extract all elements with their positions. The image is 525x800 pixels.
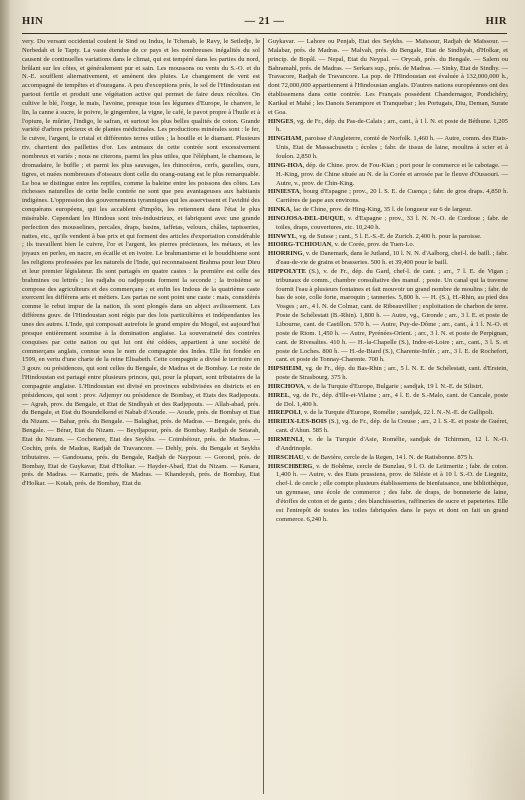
entry-text: , v. de la Turquie d'Europe, Romélie ; sandjak, 22 l. N.-N.-E. de Gallipoli. <box>300 409 494 417</box>
entry-text: , lac de Chine, prov. de Hing-King, 35 l. de longueur sur 6 de largeur. <box>290 206 472 214</box>
entry-text: (S.), vg. de Fr., dép. de la Creuse ; arr., 2 l. S.-E. et poste de Guéret, cant. d'Ahun. 585 h. <box>276 418 508 435</box>
entry-headword: HIREPOLI <box>268 409 301 417</box>
running-header <box>22 16 507 32</box>
entry-text: , v. de la Turquie d'Europe, Bulgarie ; sandjak, 19 l. N.-E. de Silistri. <box>303 382 484 390</box>
entry-text: , v. de Danemark, dans le Jutland, 10 l. N. N. d'Aalborg, chef-l. de baill. ; fabr. d'eau-de-vie de grains et brasseries. 500 h. et 39,400 pour le baill. <box>276 250 508 267</box>
left-column-text: very. Du versant occidental coulent le Sind ou Indus, le Tchenab, le Ravy, le Setledje, le Nerbedah et le Tapty. La vaste étendue de ce pays et les nombreuses inégalités du sol causent de continuelles variations dans le climat, qui est tempéré dans les parties du nord, brûlant sur les côtes, et généralement pur et sain. Les moussons ou vents du S.-O. et du N.-E. soufflent alternativement, et amènent des pluies. Le changement de vent est accompagné de tempêtes et d'ouragans. A peu d'exceptions près, le sol de l'Hindoustan est partout fertile et produit une végétation active qui permet de faire deux récoltes. On cultive le blé, l'orge, le maïs, l'avoine, presque tous les légumes d'Europe, le chanvre, le lin, la canne à sucre, le poivre, le gingembre, la vigne, le café, le pavot propre à l'huile et à l'opium, le mûrier, l'indigo, le safran, et surtout les plus belles qualités de coton. Grande variété d'arbres précieux et de plantes médicinales. Les productions minérales sont : le fer, le cuivre, l'argent, le cristal et différentes terres utiles ; la houille et le diamant. Plusieurs riv. charrient des paillettes d'or. Les animaux de cette contrée sont excessivement nombreux et variés ; nous ne citerons, parmi les plus utiles, que l'éléphant, le chameau, le dromadaire, le buffle ; et parmi les plus sauvages, les rhinocéros, cerfs, gazelles, ours, tigres, et nuées nombreuses d'oiseaux dont celle du orang-outang est le plus remarquable. Le boa se distingue entre les reptiles, comme la baleine entre les poissons des côtes. Les richesses naturelles de cette belle contrée ne sont que peu avantageuses aux habitants indigènes. L'oppression des gouvernements tyranniques qui les asservissent et l'avidité des conquérans européens, qui les accablent d'impôts, les retiennent dans l'état le plus misérable. Cependant les Hindous sont très-industrieux, et fabriquent avec une grande perfection des mousselines, percales, draps, basins, taffetas, velours, châles, tapisseries, nattes, etc., qu'ils vendent à bas prix et qui forment des articles d'exportation considérable ; ils travaillent bien le cuivre, l'or et l'argent, les pierres précieuses, les métaux, et les joyaux en perles, en nacre, en écaille et en ivoire. Le brahmanisme et le bouddhisme sont les religions professées par les naturels de l'Inde, qui reconnaissent Brahma pour leur Dieu et leur premier législateur. Ils sont partagés en quatre castes : la première est celle des brahmines ou lettrés ; les radjahs ou radjepouts forment la seconde ; la troisième se compose des agriculteurs et des commerçans ; et enfin les Indous de la quatrième caste exercent les différens arts et métiers. Les parias ne sont point une caste : mais, considérés comme le rebut impur de la nation, ils sont plongés dans un abject avilissement. Les différens gouv. de l'Hindoustan sont régis par des lois particulières et indépendantes les unes des autres. L'Inde, qui composait autrefois le grand empire du Mogol, est aujourd'hui presque entièrement soumise à la domination anglaise. La souveraineté des contrées conquises par cette nation ou qui lui ont été cédées, appartient à une société de commerçans anglais, connue sous le nom de compagnie des Indes. Elle fut fondée en 1599, en vertu d'une charte de la reine Elisabeth. Cette compagnie a divisé le territoire en 3 gouv. ou présidences, qui sont celles du Bengale, de Madras et de Bombay. Le reste de l'Hindoustan est partagé entre plusieurs princes, qui, pour la plupart, sont tributaires de la compagnie anglaise. L'Hindoustan est divisé en provinces subdivisées en districts et en présidences, qui sont : prov. Adjemyr ou présidence de Bombay, et Etats des Radjepouts. — Agrah, prov. du Bengale, et Etat de Sindhyah et des Radjepouts. — Allah-abad, prés. du Bengale, et Etat du Boundelkend et Nabab d'Aoude. — Aoude, prés. de Bombay et Etat du Nizam. — Bahar, prés. du Bengale. — Balaghat, prés. de Madras. — Bengale, prés. du Bengale. — Bérar, Etat du Nizam. — Beydjapour, prés. de Bombay. Radjah de Setarah, Etat du Nizam. — Cochenere, Etat des Seykhs. — Coimbétour, prés. de Madras. — Cochin, prés. de Madras, Radjah de Travancore. — Dehly, prés. du Bengale et Seykhs tributaires. — Gandouana, prés. du Bengale, Radjah de Naypour. — Gorond, prés. de Bombay, Etat de Guykavar, Etat d'Holkar. — Hayder-Abad, Etat du Nizam. — Kanara, prés. de Madras. — Karnatic, prés. de Madras. — Khandeysh, prés. de Bombay, Etat d'Holkar. — Kotah, prés. de Bombay, Etat du <box>22 38 260 488</box>
entry-headword: HINKA <box>268 206 291 214</box>
entry-headword: HIRIEIX-LES-BOIS <box>268 418 327 426</box>
page-stain <box>465 660 525 800</box>
entry-headword: HINIESTA <box>268 188 300 196</box>
entry-headword: HIRSCHBERG <box>268 462 313 470</box>
entry-text: , bourg d'Espagne ; prov., 20 l. S. E. de Cuença ; fabr. de gros draps. 4,850 h. Carrières de jaspe aux environs. <box>276 188 508 205</box>
gazetteer-entry <box>268 436 508 454</box>
column-divider <box>263 38 264 794</box>
page-gutter <box>0 0 10 800</box>
entry-headword: HIREL <box>268 391 290 399</box>
entry-text: , v. de Bavière, cercle de la Regen, 14 l. N. de Ratisbonne. 875 h. <box>303 453 474 461</box>
gazetteer-entry <box>268 365 508 383</box>
entry-headword: HIORRING <box>268 250 303 258</box>
entry-text: , vg. de Suisse ; cant., 5 l. E.-S.-E. de Zurich. 2,400 h. pour la paroisse. <box>296 232 482 240</box>
page-number: — 21 — <box>244 16 285 27</box>
entry-headword: HIPSHEIM <box>268 365 302 373</box>
entry-headword: HINOJOSA-DEL-DUQUE <box>268 214 344 222</box>
gazetteer-entry <box>268 135 508 162</box>
entry-text: , vg. de Fr., dép. du Pas-de-Calais ; arr., cant., à 1 l. N. et poste de Béthune. 1,205 h. <box>276 117 508 134</box>
gazetteer-entry <box>268 418 508 436</box>
entry-text: , v. de la Turquie d'Asie, Romélie, sandjak de Tchirmen, 12 l. N.-O. d'Andrinople. <box>276 435 508 452</box>
entry-headword: HIPPOLYTE <box>268 267 306 275</box>
entry-headword: HIRCHOVA <box>268 382 304 390</box>
entry-headword: HING-HOA <box>268 161 303 169</box>
header-left-guide-word: HIN <box>22 16 44 27</box>
gazetteer-entry <box>268 188 508 206</box>
gazetteer-entry <box>268 383 508 392</box>
gazetteer-entry <box>268 206 508 215</box>
left-column <box>22 38 260 794</box>
gazetteer-entry <box>268 392 508 410</box>
gazetteer-entry <box>268 250 508 268</box>
entry-headword: HIRMENLI <box>268 435 303 443</box>
header-right-guide-word: HIR <box>485 16 507 27</box>
entry-headword: HIRSCHAU <box>268 453 304 461</box>
entry-headword: HINGHAM <box>268 135 302 143</box>
entry-text: , dép. de Chine. prov. de Fou-Kian ; port pour le commerce et le cabotage. — H.-King, prov. de Chine située au N. de la Corée et arrosée par le fleuve d'Oussouri. — Autre, v., prov. de Chin-King. <box>276 161 508 187</box>
entry-headword: HINGES <box>268 117 294 125</box>
entry-text: , v. de Bohême, cercle de Bunzlau, 9 l. O. de Leitmeritz ; fabr. de coton. 1,400 h. — Autre, v. des Etats prussiens, prov. de Silésie et à 10 l. S.-O. de Liegnitz, chef-l. de cercle ; elle compte plusieurs établissemens de bienfaisance, une bibliothèque, un gymnase, une école de commerce ; des fabr. de draps, de bonneterie de laine, d'étoffes de coton et de gants ; des blanchisseries, raffineries de sucre et papeteries. Elle est l'entrepôt de toutes les toiles fabriquées dans le pays et dont on fait un grand commerce. 6,240 h. <box>276 462 508 523</box>
entry-headword: HIOIRG-TCHIOUAN <box>268 241 332 249</box>
gazetteer-entry <box>268 215 508 233</box>
gazetteer-entry <box>268 268 508 365</box>
gazetteer-entry <box>268 454 508 463</box>
entry-text: , vg. de Fr., dép. du Bas-Rhin ; arr., 5 l. N. E. de Schélestatt, cant. d'Erstein, poste de Strasbourg. 375 h. <box>276 365 508 382</box>
header-rule <box>22 33 507 34</box>
entry-headword: HINWYL <box>268 232 297 240</box>
entry-text: , v. de Corée, prov. de Tuen-Lo. <box>331 241 415 249</box>
entry-text: , v. d'Espagne ; prov., 33 l. N. N.-O. de Cordoue ; fabr. de toiles, draps, couvertures, etc. 10,240 h. <box>276 214 508 231</box>
right-column-intro: Guykavar. — Lahore ou Penjab, Etat des Seykhs. — Maïssour, Radjah de Maïssour. — Malabar, prés. de Madras. — Malvah, prés. du Bengale, Etat de Sindhyah, d'Holkar, et princip. de Bopâl. — Nepal, Etat du Neypal. — Orycah, prés. du Bengale. — Salem ou Bahramahl, prés. de Madras. — Serkars sup., prés. de Madras. — Sinky, Etat de Sindhy. — Travacore, Radjah de Travancore. La pop. de l'Hindoustan est évaluée à 132,000,000 h., dont 72,000,000 appartiennent à l'Hindoustan anglais. D'autres nations européennes ont des établissemens dans cette contrée. Les Français possèdent Chandernagor, Pondichéry, Karikal et Mahé ; les Danois Serampore et Tranquebar ; les Portugais, Diu, Deman, Surate et Goa. <box>268 38 508 116</box>
gazetteer-entry <box>268 233 508 242</box>
entry-text: (S.), v. de Fr., dép. du Gard, chef-l. de cant. ; arr., 7 l. E. de Vigan ; tribunaux de comm., chambre consultative des manuf. ; poste. Un canal qui la traverse fournit l'eau à plusieurs fontaines et fait mouvoir un grand nombre de moulins ; fabr. de bas de soie, colle forte, maroquin ; tanneries. 5,800 h. — H. (S.), H.-Rhin, au pied des Vosges ; arr., 4 l. N. de Colmar, cant. de Ribeauvillier ; exploitation de charbon de terre. Poste de Schélestatt (B.-Rhin). 1,800 h. — Autre, vg., Gironde ; arr., 3 l. E. et poste de Libourne, cant. de Castillon. 570 h. — Autre, Puy-de-Dôme ; arr., cant., à 1 l. N.-O. et poste de Riom. 1,450 h. — Autre, Pyrénées-Orient. ; arr., 3 l. N. et poste de Perpignan, cant. de Rivesaltes. 410 h. — H.-la-Chapelle (S.), Indre-et-Loire ; arr., cant., 3 l. S. et poste de Loches. 800 h. — H.-de-Biard (S.), Charente-Infér. ; arr., 3 l. E. de Rochefort, cant. et poste de Tonnay-Charente. 700 h. <box>276 267 508 364</box>
gazetteer-entries <box>268 118 508 525</box>
gazetteer-entry <box>268 409 508 418</box>
entry-text: , vg. de Fr., dép. d'Ille-et-Vilaine ; arr., 4 l. E. de S.-Malo, cant. de Cancale, poste de Dol. 1,400 h. <box>276 391 508 408</box>
gazetteer-entry <box>268 463 508 525</box>
gazetteer-entry <box>268 118 508 136</box>
gazetteer-entry <box>268 241 508 250</box>
gazetteer-entry <box>268 162 508 189</box>
entry-text: , paroisse d'Angleterre, comté de Norfolk. 1,460 h. — Autre, comm. des Etats-Unis, Etat de Massachusetts ; écoles ; fabr. de tissus de laine, moulins à scier et à foulon. 2,850 h. <box>276 135 508 160</box>
